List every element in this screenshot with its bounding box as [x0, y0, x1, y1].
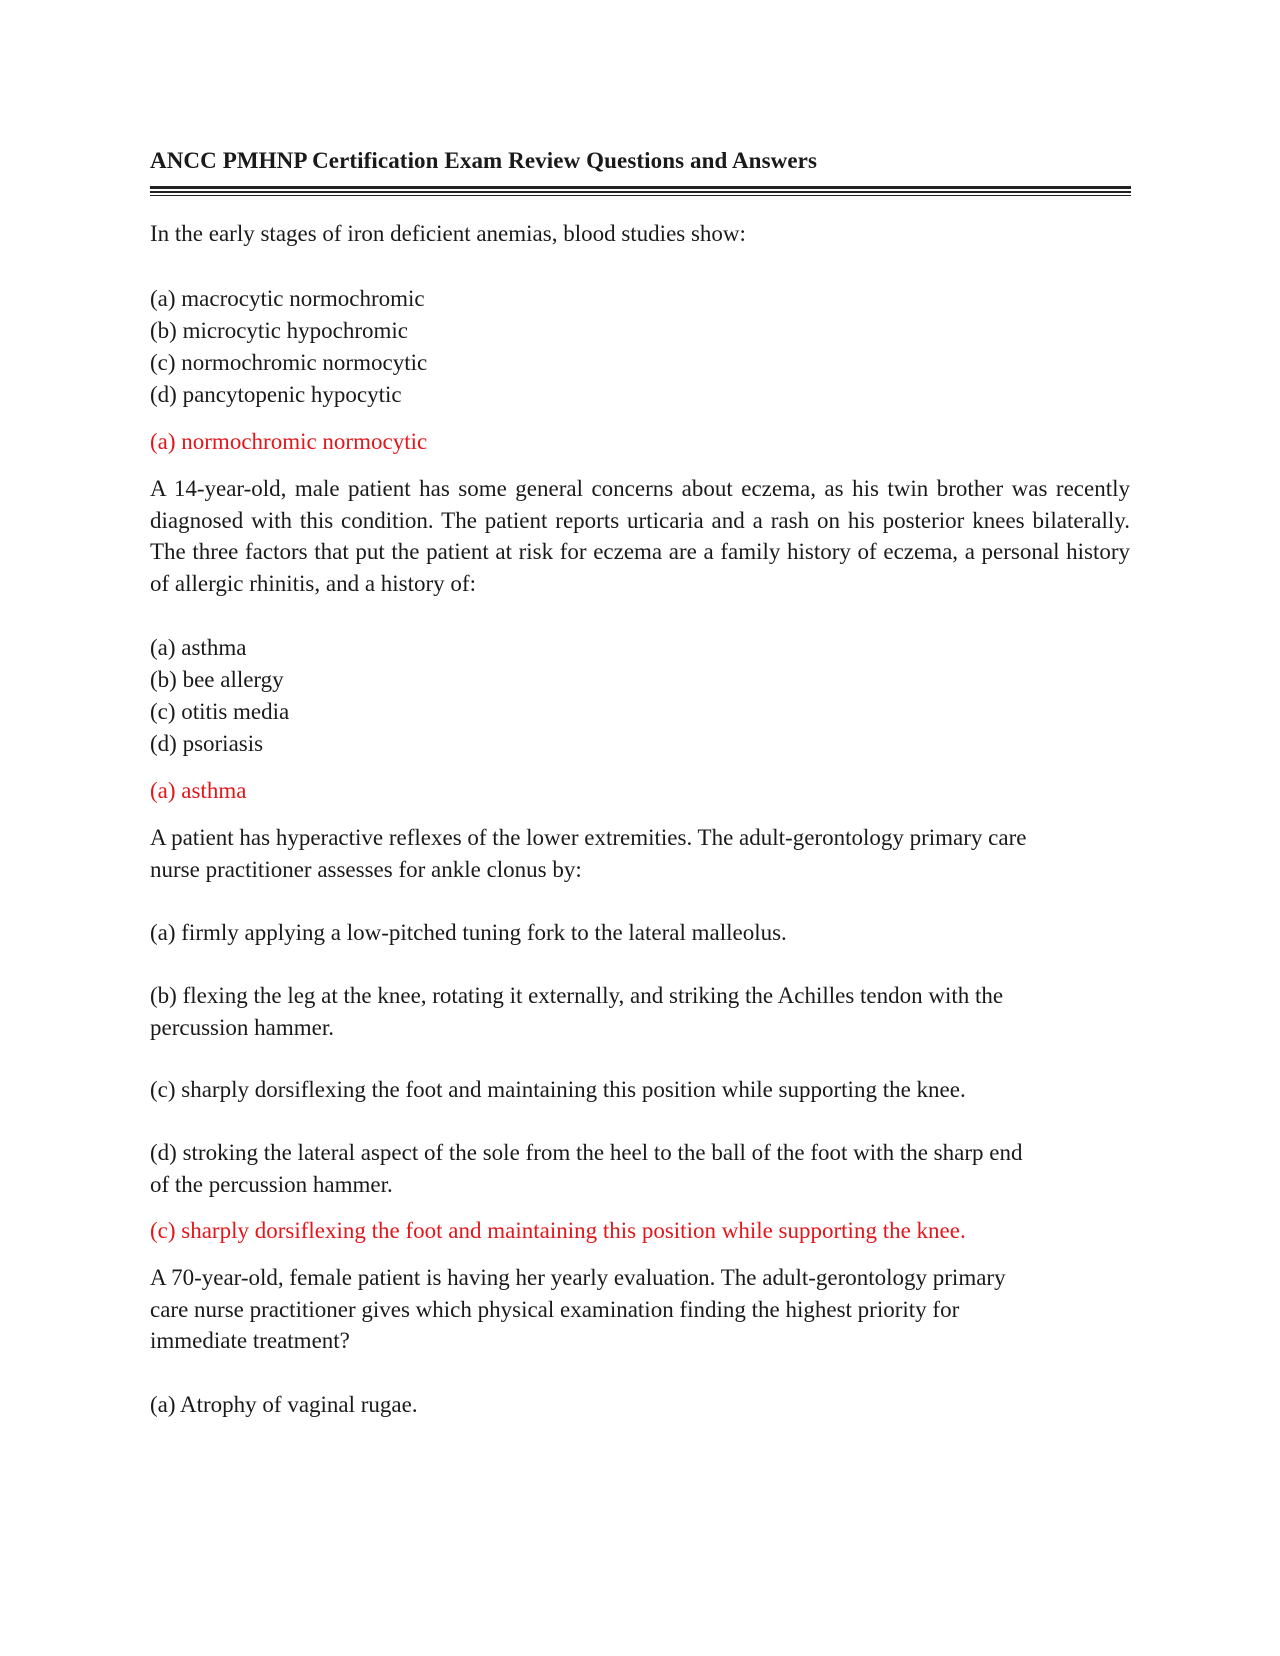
- answer-text: (a) asthma: [150, 778, 247, 803]
- option-b: (b) bee allergy: [150, 667, 284, 692]
- option-a: (a) Atrophy of vaginal rugae.: [150, 1391, 418, 1417]
- answer-text: (c) sharply dorsiflexing the foot and maintaining this position while supporting the knee.: [150, 1218, 966, 1243]
- question-text: A 14-year-old, male patient has some general concerns about eczema, as his twin brother was recently diagnosed with this condition. The patient reports urticaria and a rash on his posterior knees bilaterally. The three factors that put the patient at risk for eczema are a family history of eczema, a personal history of allergic rhinitis, and a history of:: [150, 476, 1130, 596]
- question-3: [150, 822, 1130, 1247]
- title-divider: [150, 186, 1131, 196]
- option-a: (a) firmly applying a low-pitched tuning fork to the lateral malleolus.: [150, 920, 787, 945]
- option-d: (d) psoriasis: [150, 731, 264, 756]
- option-c: (c) otitis media: [150, 699, 290, 724]
- option-b: (b) flexing the leg at the knee, rotating it externally, and striking the Achilles tendon with the percussion hammer.: [150, 983, 1004, 1040]
- document-page: [150, 146, 1130, 1421]
- question-1: [150, 217, 1130, 458]
- page-title: ANCC PMHNP Certification Exam Review Questions and Answers: [150, 148, 818, 173]
- option-a: (a) macrocytic normochromic: [150, 286, 425, 311]
- option-d: (d) pancytopenic hypocytic: [150, 382, 402, 407]
- option-d: (d) stroking the lateral aspect of the sole from the heel to the ball of the foot with the sharp end of the percussion hammer.: [150, 1140, 1023, 1197]
- question-text: In the early stages of iron deficient anemias, blood studies show:: [150, 221, 746, 246]
- question-text: A 70-year-old, female patient is having her yearly evaluation. The adult-gerontology primary care nurse practitioner gives which physical examination finding the highest priority for immediate treatment?: [150, 1265, 1006, 1353]
- question-4: [150, 1262, 1130, 1421]
- option-b: (b) microcytic hypochromic: [150, 318, 409, 343]
- question-text: A patient has hyperactive reflexes of the lower extremities. The adult-gerontology primary care nurse practitioner assesses for ankle clonus by:: [150, 825, 1027, 882]
- option-c: (c) sharply dorsiflexing the foot and maintaining this position while supporting the knee.: [150, 1077, 966, 1102]
- question-2: [150, 473, 1130, 807]
- option-c: (c) normochromic normocytic: [150, 350, 428, 375]
- answer-text: (a) normochromic normocytic: [150, 429, 428, 454]
- option-a: (a) asthma: [150, 635, 247, 660]
